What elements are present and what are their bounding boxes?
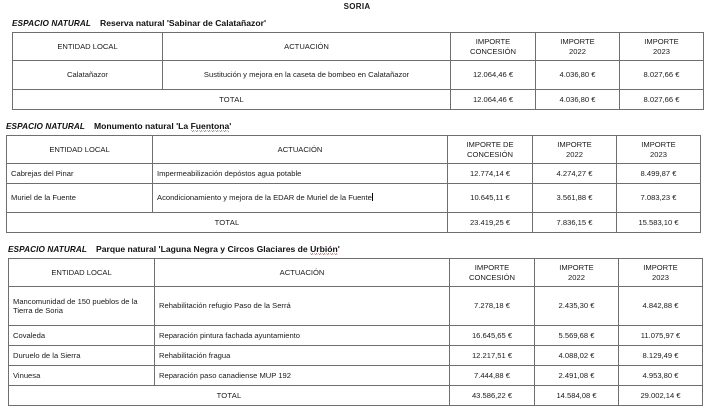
section-name-misspelled: Urbión: [310, 244, 338, 254]
cell-importe-2022: 4.088,02 €: [535, 346, 619, 366]
table-header: [9, 259, 703, 287]
table-total-row: [7, 213, 701, 233]
cell-entidad: Calatañazor: [13, 61, 163, 90]
cell-actuacion: Rehabilitación fragua: [155, 346, 450, 366]
col-header-line-2: 2023: [653, 46, 670, 56]
col-header-entidad: ENTIDAD LOCAL: [9, 259, 155, 287]
col-header-line-1: IMPORTE: [475, 37, 511, 46]
cell-actuacion: Impermeabilización depóstos agua potable: [153, 164, 448, 184]
section-kicker: ESPACIO NATURAL: [6, 122, 85, 131]
col-header-line-2: 2023: [650, 149, 667, 159]
col-header-importe-2023: [617, 136, 701, 164]
cell-importe-concesion: 7.444,88 €: [450, 366, 535, 386]
section-monumento-la-fuentona: [0, 110, 714, 233]
section-heading: [12, 18, 714, 29]
table-header: [13, 33, 704, 61]
cell-importe-concesion: 12.774,14 €: [448, 164, 533, 184]
section-name-suffix: ': [337, 244, 340, 254]
cell-entidad: Duruelo de la Sierra: [9, 346, 155, 366]
cell-total-label: TOTAL: [13, 90, 451, 110]
col-header-line-1: IMPORTE: [559, 263, 594, 272]
section-name: [94, 121, 231, 131]
table-header-row: [13, 33, 704, 61]
table-total-row: [9, 386, 703, 406]
section-laguna-negra-urbion: [0, 233, 714, 406]
col-header-importe-2022: [535, 259, 619, 287]
section-heading: [8, 244, 714, 255]
section-heading: [6, 121, 714, 132]
col-header-importe-2023: [619, 259, 703, 287]
cell-total-2023: 15.583,10 €: [617, 213, 701, 233]
table-header: [7, 136, 701, 164]
cell-entidad: Mancomunidad de 150 pueblos de la Tierra de Soria: [9, 287, 155, 326]
cell-importe-2023: 4.842,88 €: [619, 287, 703, 326]
cell-importe-concesion: 10.645,11 €: [448, 184, 533, 213]
section-kicker: ESPACIO NATURAL: [8, 245, 87, 254]
table-header-row: [9, 259, 703, 287]
cell-total-2023: 29.002,14 €: [619, 386, 703, 406]
cell-importe-2022: 3.561,88 €: [533, 184, 617, 213]
col-header-importe-2022: [536, 33, 620, 61]
cell-importe-concesion: 16.645,65 €: [450, 326, 535, 346]
table-row: [9, 326, 703, 346]
col-header-entidad: ENTIDAD LOCAL: [13, 33, 163, 61]
col-header-line-2: CONCESIÓN: [470, 46, 516, 56]
cell-importe-2022: 2.491,08 €: [535, 366, 619, 386]
col-header-importe-2023: [620, 33, 704, 61]
cell-importe-concesion: 12.064,46 €: [451, 61, 536, 90]
grants-table-la-fuentona: [6, 135, 701, 233]
col-header-line-2: 2022: [568, 272, 585, 282]
cell-importe-2022: 2.435,30 €: [535, 287, 619, 326]
section-sabinar-de-calatanazor: [0, 12, 714, 110]
table-body: [9, 287, 703, 406]
table-row: [13, 61, 704, 90]
col-header-entidad: ENTIDAD LOCAL: [7, 136, 153, 164]
cell-importe-2023: 8.499,87 €: [617, 164, 701, 184]
table-body: [13, 61, 704, 110]
cell-importe-2023: 8.027,66 €: [620, 61, 704, 90]
col-header-line-2: 2023: [652, 272, 669, 282]
cell-actuacion: [153, 184, 448, 213]
table-row: [7, 184, 701, 213]
section-name-misspelled: Fuentona: [190, 121, 230, 131]
cell-actuacion: Rehabilitación refugio Paso de la Serrá: [155, 287, 450, 326]
section-name: Reserva natural 'Sabinar de Calatañazor': [99, 18, 266, 28]
cell-total-2022: 14.584,08 €: [535, 386, 619, 406]
col-header-line-2: 2022: [569, 46, 586, 56]
cell-entidad: Covaleda: [9, 326, 155, 346]
cell-total-concesion: 23.419,25 €: [448, 213, 533, 233]
col-header-line-2: 2022: [566, 149, 583, 159]
col-header-line-1: IMPORTE: [560, 37, 595, 46]
cell-total-2022: 7.836,15 €: [533, 213, 617, 233]
page-title: SORIA: [343, 2, 371, 11]
cell-importe-2023: 11.075,97 €: [619, 326, 703, 346]
grants-table-sabinar: [12, 32, 704, 110]
cell-importe-2023: 8.129,49 €: [619, 346, 703, 366]
cell-total-label: TOTAL: [7, 213, 448, 233]
cell-importe-2022: 4.036,80 €: [536, 61, 620, 90]
section-name-prefix: Monumento natural 'La: [93, 121, 191, 131]
col-header-importe-2022: [533, 136, 617, 164]
cell-actuacion: Sustitución y mejora en la caseta de bombeo en Calatañazor: [163, 61, 451, 90]
table-row: [7, 164, 701, 184]
col-header-actuacion: ACTUACIÓN: [153, 136, 448, 164]
col-header-importe-concesion: [450, 259, 535, 287]
table-row: [9, 366, 703, 386]
cell-entidad: Cabrejas del Pinar: [7, 164, 153, 184]
cell-total-concesion: 12.064,46 €: [451, 90, 536, 110]
cell-actuacion-text: Acondicionamiento y mejora de la EDAR de Muriel de la Fuente: [157, 193, 372, 203]
cell-total-concesion: 43.586,22 €: [450, 386, 535, 406]
col-header-line-1: IMPORTE DE: [466, 140, 514, 149]
col-header-line-1: IMPORTE: [557, 140, 592, 149]
col-header-line-1: IMPORTE: [474, 263, 510, 272]
cell-importe-2022: 5.569,68 €: [535, 326, 619, 346]
cell-importe-concesion: 7.278,18 €: [450, 287, 535, 326]
col-header-line-1: IMPORTE: [643, 263, 678, 272]
cell-total-label: TOTAL: [9, 386, 450, 406]
cell-importe-concesion: 12.217,51 €: [450, 346, 535, 366]
section-name: [96, 244, 340, 254]
cell-importe-2023: 4.953,80 €: [619, 366, 703, 386]
table-total-row: [13, 90, 704, 110]
cell-total-2022: 4.036,80 €: [536, 90, 620, 110]
col-header-line-2: CONCESIÓN: [467, 149, 513, 159]
cell-importe-2023: 7.083,23 €: [617, 184, 701, 213]
cell-actuacion: Reparación pintura fachada ayuntamiento: [155, 326, 450, 346]
section-kicker: ESPACIO NATURAL: [12, 19, 91, 28]
col-header-importe-concesion: [448, 136, 533, 164]
cell-actuacion: Reparación paso canadiense MUP 192: [155, 366, 450, 386]
cell-entidad: Vinuesa: [9, 366, 155, 386]
col-header-actuacion: ACTUACIÓN: [155, 259, 450, 287]
table-row: [9, 346, 703, 366]
cell-total-2023: 8.027,66 €: [620, 90, 704, 110]
text-cursor-caret: [372, 193, 373, 201]
col-header-line-1: IMPORTE: [644, 37, 679, 46]
table-row: [9, 287, 703, 326]
table-body: [7, 164, 701, 233]
col-header-actuacion: ACTUACIÓN: [163, 33, 451, 61]
col-header-line-1: IMPORTE: [641, 140, 676, 149]
grants-table-laguna-negra: [8, 258, 703, 406]
cell-entidad: Muriel de la Fuente: [7, 184, 153, 213]
cell-importe-2022: 4.274,27 €: [533, 164, 617, 184]
table-header-row: [7, 136, 701, 164]
section-name-suffix: ': [229, 121, 232, 131]
col-header-line-2: CONCESIÓN: [469, 272, 515, 282]
section-name-prefix: Parque natural 'Laguna Negra y Circos Glaciares de: [95, 244, 311, 254]
col-header-importe-concesion: [451, 33, 536, 61]
